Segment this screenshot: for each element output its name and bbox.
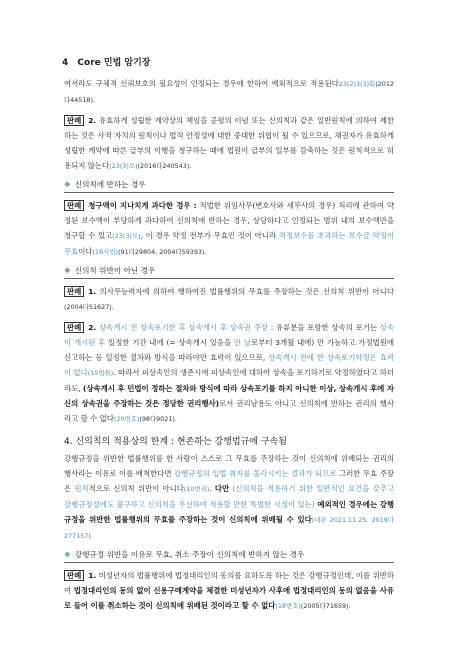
section-title: 강행규정 위반을 이유로 무효, 취소 주장이 신의칙에 반하지 않는 경우: [74, 550, 305, 559]
case-text: 적법한 위임사무(변호사와 세무사의 경우) 처리에 관하여 약정된 보수액이 부당하게 과다하여 신의칙에 반하는 경우, 상당하다고 인정되는 범위 내의 보수액만을 청구할 수 있고: [64, 201, 394, 240]
case-number: 1.: [88, 287, 97, 296]
case-ref: (23(3)모): [109, 162, 138, 170]
case-text: 의사무능력자에 의하여 행하여진 법률행위의 무효를 주장하는 것은 신의칙 위반이 아니다: [99, 287, 394, 296]
intro-ref: 23(2): [338, 80, 356, 88]
section-title: 신의칙 위반이 아닌 경우: [74, 266, 156, 275]
intro-ref-2: 3(3)회: [355, 80, 376, 88]
case-highlight: 상속개시 전에 한 상속포기약정은 효력이 없다: [64, 353, 394, 377]
case-text: 미성년자의 법률행위에 법정대리인의 동의를 요하도록 하는 것은 강행규정인데, 이를 위반하여: [64, 571, 394, 595]
section-heading-violates: [64, 179, 394, 193]
case-paragraph-nv2: [64, 320, 394, 427]
section-heading-not-violates: [64, 265, 394, 279]
section-4-heading: 4. 신의칙의 적용상의 한계 : 현존하는 강행법규에 구속됨: [64, 437, 287, 447]
section-heading-mandatory: [64, 549, 394, 563]
para-text: 그러한 무효 주장은: [64, 469, 394, 493]
page-header: [62, 55, 151, 68]
case-ref: (16사법): [92, 248, 119, 256]
section-4-paragraph: [64, 451, 394, 544]
para-bold: 예외적인 경우에는 강행규정을 위반한 법률행위의 무효를 주장하는 것이 신의칙에 위배될 수 있다: [64, 500, 395, 524]
case-highlight: 상속개시 전 상속포기한 후 상속개시 후 상속권 주장: [98, 323, 269, 332]
diamond-icon: ❖: [64, 180, 71, 189]
para-text: .: [209, 484, 215, 493]
section-title: 신의칙에 반하는 경우: [74, 180, 146, 189]
para-text: 적으로 신의칙 위반이 아니다: [88, 484, 184, 493]
precedent-badge: 판례: [64, 570, 84, 581]
case-citation: (98다9021).: [139, 415, 177, 423]
para-highlight: (신의칙을 적용하기 위한 일반적인 요건을 갖추고 강행규정성에도 불구하고 신의칙을 우선하여 적용할 만한 특별한 사정이 있는): [64, 484, 394, 509]
diamond-icon: ❖: [64, 266, 71, 275]
case-number: 2.: [88, 323, 97, 332]
page-body: [64, 76, 394, 619]
case-highlight: 적정보수를 초과하는 보수금 약정이 무효: [64, 231, 395, 256]
book-title: Core: [77, 58, 101, 68]
para-ref: (대판 2021.11.25. 2019다277157).: [64, 516, 395, 540]
para-text: 강행규정을 위반한 법률행위를 한 사람이 스스로 그 무효를 주장하는 것이 신의칙에 위배되는 권리의 행사라는 이유로 이를 배척한다면: [64, 454, 394, 478]
case-highlight: 상속이 개시된 후: [64, 323, 394, 347]
case-highlight: 안 날: [233, 338, 252, 347]
book-subject: 민법 암기장: [103, 58, 151, 68]
case-citation: (91다29804, 2004다59393).: [118, 248, 207, 256]
case-text: 로서 권리남용도 아니고 신의칙에 반하는 권리의 행사라고 할 수 없다: [64, 399, 394, 423]
precedent-badge: 판례: [64, 115, 84, 126]
case-paragraph-fee: [64, 198, 394, 260]
para-highlight: 강행규정의 입법 취지를 몰각시키는 결과가 되므로: [174, 469, 337, 478]
case-text: . 따라서 피상속인의 생존시에 피상속인에 대하여 상속을 포기하기로 약정하였다고 하더라도,: [64, 368, 394, 393]
precedent-badge: 판례: [64, 286, 84, 297]
case-text: , 이 경우 약정 전부가 무효인 것이 아니라: [140, 231, 279, 240]
case-text: : 유류분을 포함한 상속의 포기는: [268, 323, 380, 332]
intro-text: 여서라도 구체적 신뢰보호의 필요성이 인정되는 경우에 한하여 예외적으로 적용된다: [64, 79, 339, 88]
precedent-badge: 판례: [64, 322, 84, 333]
case-citation: (2016다240543).: [137, 162, 192, 170]
para-highlight: 원칙: [74, 484, 89, 493]
page-number: 4: [62, 58, 69, 68]
case-ref: (15법원): [87, 369, 114, 377]
case-text: 유효하게 성립한 계약상의 책임을 공평의 이념 또는 신의칙과 같은 일반원칙에 의하여 제한하는 것은 사적 자치의 원칙이나 법적 안정성에 대한 중대한 위협이 될 수 있으므로, 채권자가 유효하게 성립한 계약에 따른 급부의 이행을 청구하는 때에 법원이 급부의 일부를 감축하는 것은 원칙적으로 허용되지 않는다: [64, 116, 394, 170]
case-ref: (20변호): [113, 415, 140, 423]
intro-case: (2012다44518).: [64, 80, 394, 104]
intro-paragraph: [64, 76, 394, 108]
precedent-badge: 판례: [64, 200, 84, 211]
case-citation: (2004다51627).: [64, 303, 114, 311]
case-number: 2.: [88, 116, 97, 125]
case-number: 1.: [88, 571, 97, 580]
case-ref: (23(3)모): [112, 232, 141, 240]
para-bold: 다만: [214, 484, 230, 493]
case-text: 일정한 기간 내에 (= 상속개시 있음을: [105, 338, 234, 347]
case-bold: 법정대리인의 동의 없이 신용구매계약을 체결한 미성년자가 사후에 법정대리인의 동의 없음을 사유로 들어 이를 취소하는 것이 신의칙에 위배된 것이라고 할 수 없다: [64, 586, 394, 610]
para-ref: (10변리): [183, 485, 210, 493]
case-paragraph-nv1: [64, 284, 394, 315]
case-citation: (2005다71659).: [300, 602, 351, 610]
case-ref: (18변호): [275, 602, 301, 610]
case-text: 이다: [78, 247, 93, 256]
case-text: 로부터 3개월 내에) 만 가능하고 가정법원에 신고하는 등 일정한 절차와 방식을 따라야만 효력이 있으므로,: [64, 338, 395, 362]
case-paragraph-minor: [64, 568, 394, 614]
diamond-icon: ❖: [64, 550, 71, 559]
case-bold: (상속개시 후 민법이 정하는 절차와 방식에 따라 상속포기를 하지 아니한 이상, 상속개시 후에 자신의 상속권을 주장하는 것은 정당한 권리행사): [64, 384, 394, 408]
case-paragraph: [64, 113, 394, 174]
case-lead: 청구액이 지나치게 과다한 경우 :: [88, 201, 197, 210]
